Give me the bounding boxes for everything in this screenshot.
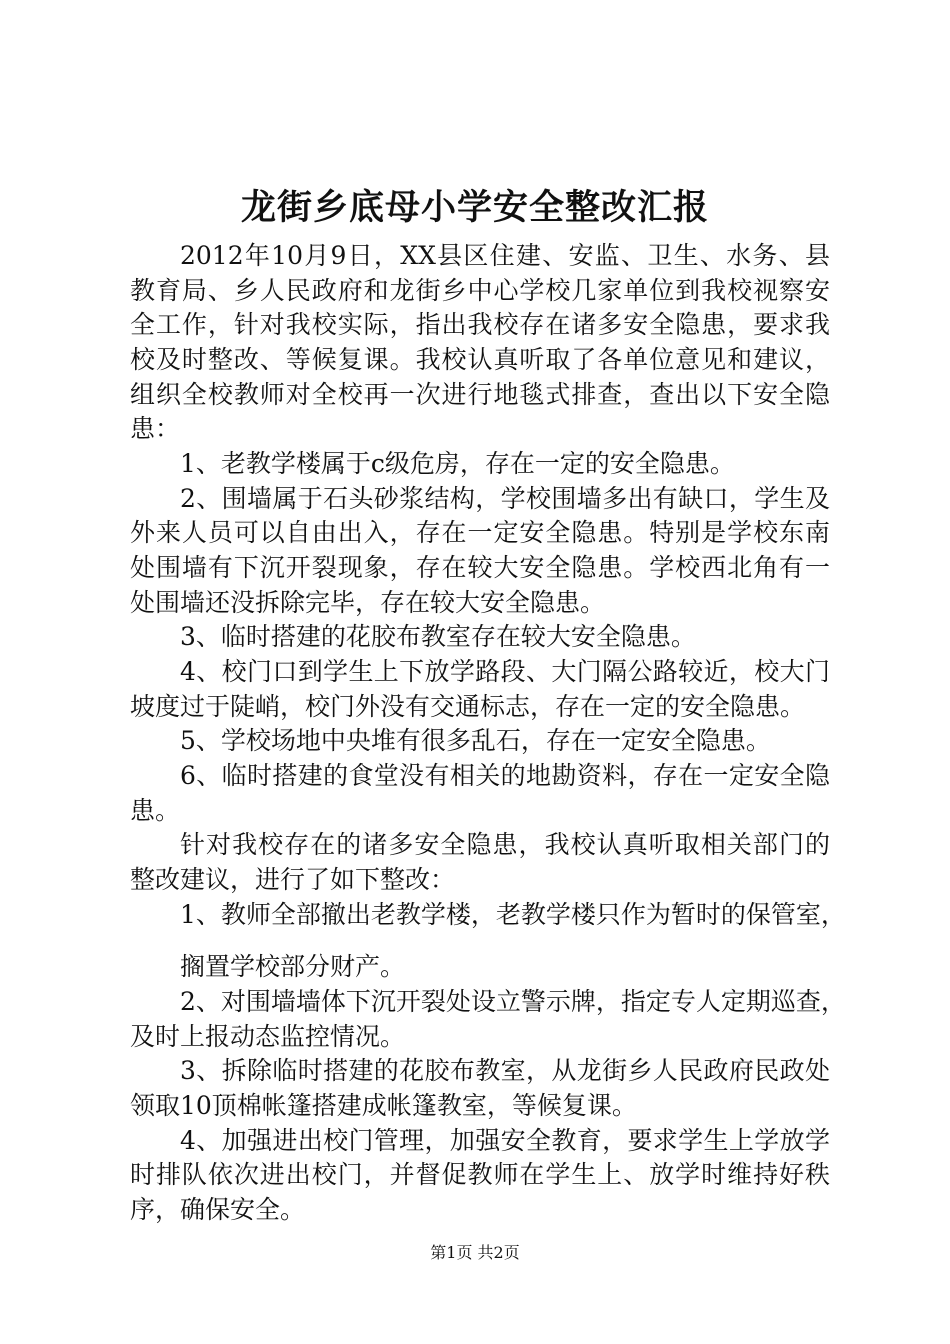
text-line: 全工作，针对我校实际，指出我校存在诸多安全隐患，要求我 bbox=[130, 310, 830, 339]
text-line: 2、对围墙墙体下沉开裂处设立警示牌，指定专人定期巡查， bbox=[180, 987, 846, 1016]
text-line: 2、围墙属于石头砂浆结构，学校围墙多出有缺口，学生及 bbox=[180, 484, 830, 513]
text-line: 5、学校场地中央堆有很多乱石，存在一定安全隐患。 bbox=[180, 726, 771, 755]
text-line: 处围墙有下沉开裂现象，存在较大安全隐患。学校西北角有一 bbox=[130, 553, 830, 582]
page-number: 第1页 共2页 bbox=[430, 1243, 520, 1262]
text-line: 序，确保安全。 bbox=[130, 1195, 306, 1224]
document-title: 龙街乡底母小学安全整改汇报 bbox=[240, 187, 709, 228]
text-line: 坡度过于陡峭，校门外没有交通标志，存在一定的安全隐患。 bbox=[130, 692, 806, 721]
text-line: 教育局、乡人民政府和龙街乡中心学校几家单位到我校视察安 bbox=[130, 276, 830, 305]
text-line: 针对我校存在的诸多安全隐患，我校认真听取相关部门的 bbox=[180, 830, 830, 859]
text-line: 时排队依次进出校门，并督促教师在学生上、放学时维持好秩 bbox=[130, 1160, 830, 1189]
text-line: 患。 bbox=[130, 796, 181, 825]
text-line: 3、拆除临时搭建的花胶布教室，从龙街乡人民政府民政处 bbox=[180, 1056, 830, 1085]
text-line: 及时上报动态监控情况。 bbox=[130, 1022, 406, 1051]
text-line: 1、教师全部撤出老教学楼，老教学楼只作为暂时的保管室， bbox=[180, 900, 846, 929]
text-line: 领取10顶棉帐篷搭建成帐篷教室，等候复课。 bbox=[130, 1091, 637, 1120]
text-line: 处围墙还没拆除完毕，存在较大安全隐患。 bbox=[130, 588, 606, 617]
text-line: 患： bbox=[130, 414, 181, 443]
text-line: 外来人员可以自由出入，存在一定安全隐患。特别是学校东南 bbox=[130, 518, 830, 547]
text-line: 整改建议，进行了如下整改： bbox=[130, 865, 456, 894]
text-line: 1、老教学楼属于c级危房，存在一定的安全隐患。 bbox=[180, 449, 735, 478]
text-line: 组织全校教师对全校再一次进行地毯式排查，查出以下安全隐 bbox=[130, 380, 830, 409]
text-line: 校及时整改、等候复课。我校认真听取了各单位意见和建议， bbox=[130, 345, 830, 374]
text-line: 6、临时搭建的食堂没有相关的地勘资料，存在一定安全隐 bbox=[180, 761, 830, 790]
text-line: 搁置学校部分财产。 bbox=[180, 952, 406, 981]
text-line: 2012年10月9日，XX县区住建、安监、卫生、水务、县 bbox=[180, 241, 830, 270]
text-line: 4、加强进出校门管理，加强安全教育，要求学生上学放学 bbox=[180, 1126, 830, 1155]
text-line: 3、临时搭建的花胶布教室存在较大安全隐患。 bbox=[180, 622, 696, 651]
text-line: 4、校门口到学生上下放学路段、大门隔公路较近，校大门 bbox=[180, 657, 830, 686]
